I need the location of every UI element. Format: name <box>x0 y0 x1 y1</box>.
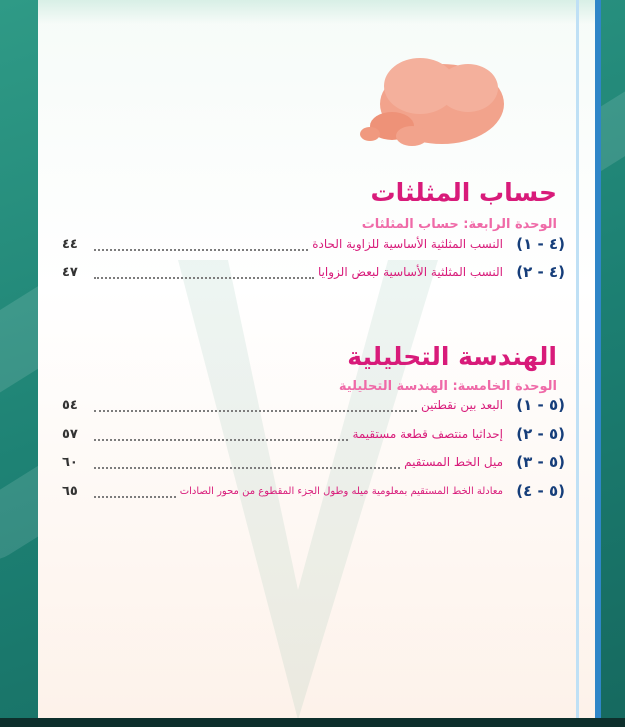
lesson-number: (٥ - ١) <box>516 396 565 414</box>
page-top-wave <box>38 0 595 24</box>
page-number: ٤٤ <box>62 236 78 252</box>
cloud-icon <box>330 46 510 156</box>
dot-leader <box>94 427 348 441</box>
unit-title-five: الوحدة الخامسة: الهندسة التحليلية <box>338 379 557 394</box>
page-number: ٦٥ <box>62 483 78 499</box>
bottom-strip <box>0 718 625 727</box>
toc-entry[interactable] <box>62 478 565 504</box>
page-number: ٥٤ <box>62 397 78 413</box>
dot-leader <box>94 237 308 251</box>
lesson-number: (٤ - ١) <box>516 235 565 253</box>
lesson-title: النسب المثلثية الأساسية لبعض الزوايا <box>317 265 503 279</box>
toc-entry[interactable] <box>62 231 565 257</box>
page-number: ٥٧ <box>62 426 78 442</box>
lesson-number: (٤ - ٢) <box>516 263 565 281</box>
dot-leader <box>94 265 314 279</box>
toc-entry[interactable] <box>62 449 565 475</box>
page-number: ٦٠ <box>62 454 78 470</box>
dot-leader <box>94 484 176 498</box>
lesson-title: معادلة الخط المستقيم بمعلومية ميله وطول الجزء المقطوع من محور الصادات <box>179 485 503 497</box>
lesson-title: ميل الخط المستقيم <box>404 455 503 469</box>
lesson-number: (٥ - ٤) <box>516 482 565 500</box>
lesson-number: (٥ - ٣) <box>516 453 565 471</box>
toc-entry[interactable] <box>62 259 565 285</box>
lesson-title: إحداثيا منتصف قطعة مستقيمة <box>352 427 503 441</box>
lesson-title: البعد بين نقطتين <box>420 398 503 412</box>
page-number: ٤٧ <box>62 264 78 280</box>
toc-entry[interactable] <box>62 392 565 418</box>
toc-entry[interactable] <box>62 421 565 447</box>
lesson-number: (٥ - ٢) <box>516 425 565 443</box>
section-title-trigonometry: حساب المثلثات <box>370 178 557 207</box>
section-title-analytic-geometry: الهندسة التحليلية <box>347 342 557 371</box>
toc-page <box>38 0 601 718</box>
dot-leader <box>94 455 400 469</box>
dot-leader <box>94 398 417 412</box>
lesson-title: النسب المثلثية الأساسية للزاوية الحادة <box>312 237 503 251</box>
unit-title-four: الوحدة الرابعة: حساب المثلثات <box>361 217 557 232</box>
